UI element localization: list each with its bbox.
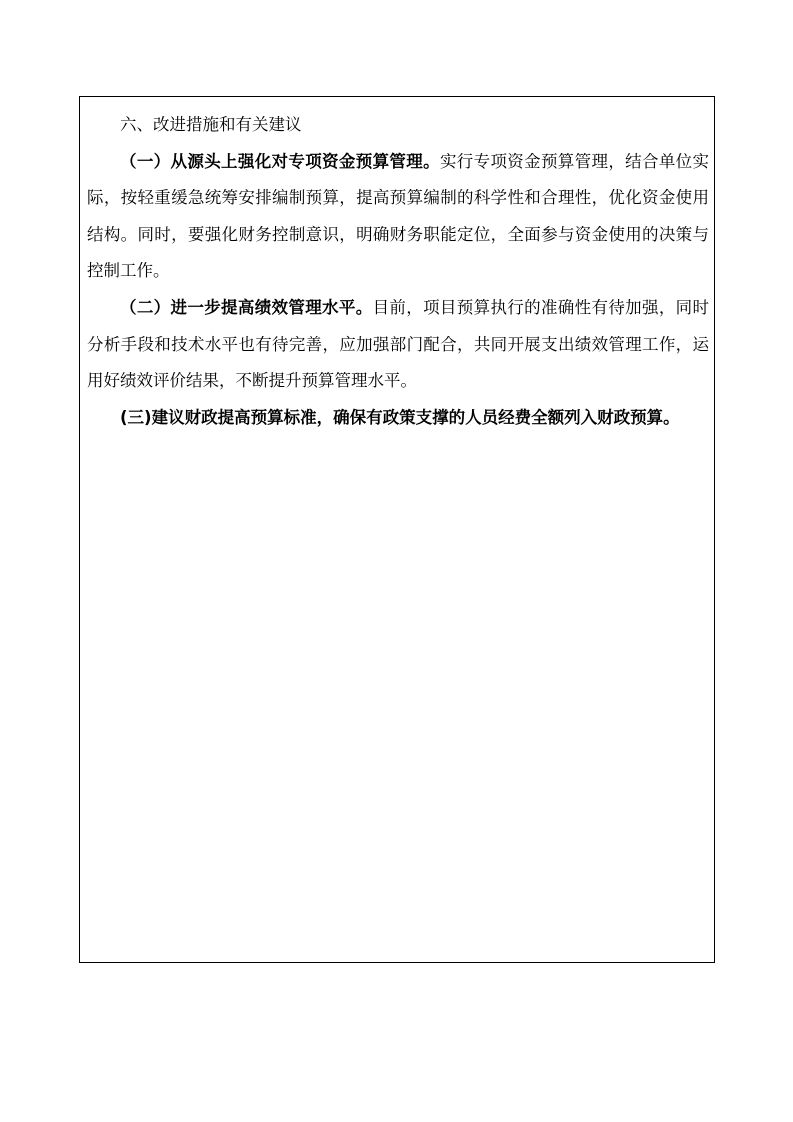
recommendation-1-lead: （一）从源头上强化对专项资金预算管理。: [120, 151, 440, 171]
section-content: [87, 107, 709, 436]
recommendation-paragraph-3: [87, 400, 709, 437]
recommendation-paragraph-1: [87, 144, 709, 290]
recommendation-1-body: 实行专项资金预算管理，结合单位实际，按轻重缓急统筹安排编制预算，提高预算编制的科学性和合理性，优化资金使用结构。同时，要强化财务控制意识，明确财务职能定位，全面参与资金使用的决策与控制工作。: [87, 151, 710, 281]
recommendation-2-body: 目前，项目预算执行的准确性有待加强，同时分析手段和技术水平也有待完善，应加强部门配合，共同开展支出绩效管理工作，运用好绩效评价结果，不断提升预算管理水平。: [87, 297, 710, 391]
bordered-form-cell: [79, 96, 715, 963]
recommendation-2-lead: （二）进一步提高绩效管理水平。: [120, 297, 373, 317]
recommendation-3-lead: (三)建议财政提高预算标准，确保有政策支撑的人员经费全额列入财政预算。: [120, 407, 680, 427]
recommendation-paragraph-2: [87, 290, 709, 400]
section-heading: 六、改进措施和有关建议: [120, 115, 302, 134]
